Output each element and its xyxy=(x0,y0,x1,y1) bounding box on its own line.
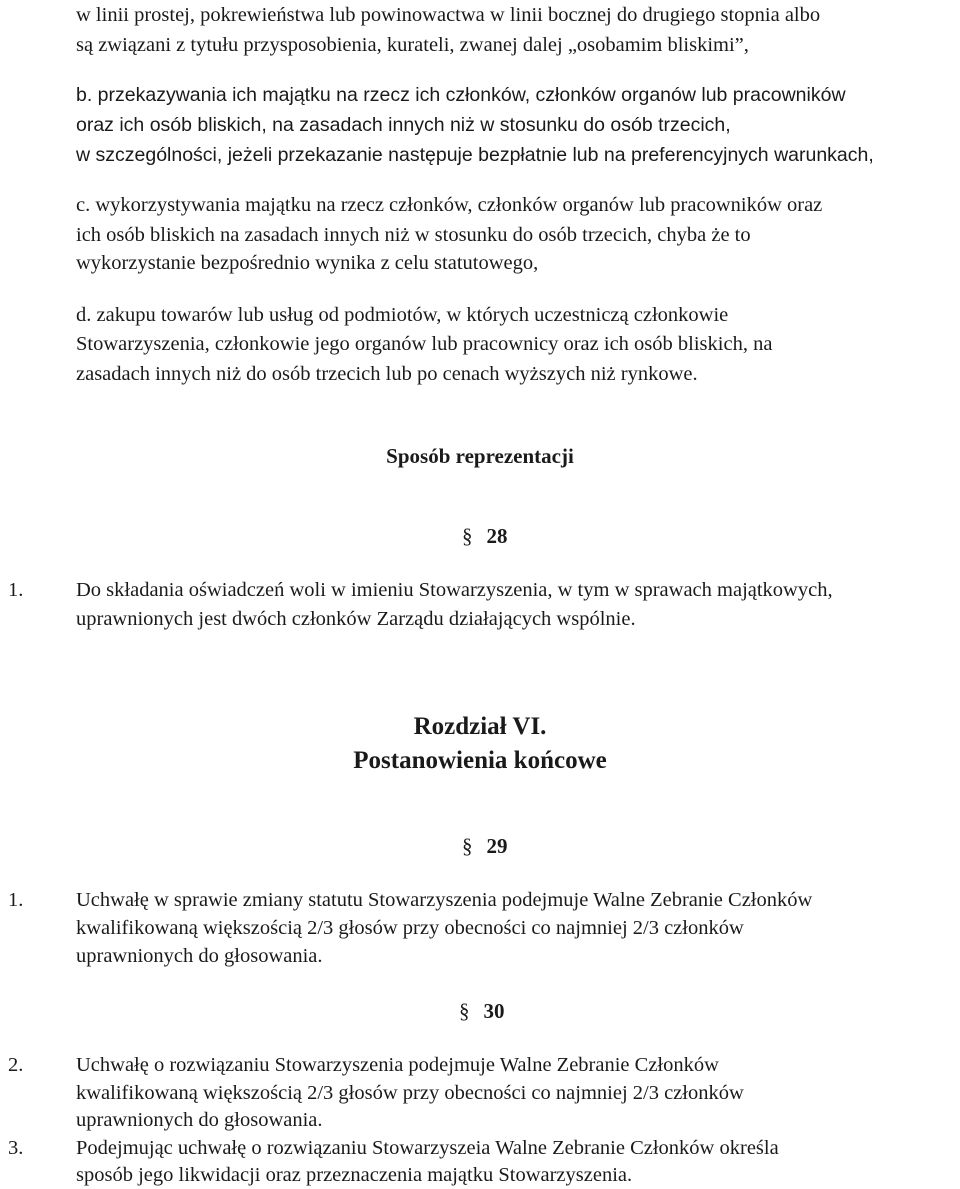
item-d-line-1: d. zakupu towarów lub usług od podmiotów, w których uczestniczą członkowie xyxy=(76,304,729,326)
item-number: 3. xyxy=(8,1137,24,1159)
item-c-line-1: c. wykorzystywania majątku na rzecz członków, członków organów lub pracowników oraz xyxy=(76,194,823,216)
chapter-title: Rozdział VI. xyxy=(413,713,547,740)
par29-item1-line-1: Uchwałę w sprawie zmiany statutu Stowarzyszenia podejmuje Walne Zebranie Członków xyxy=(76,889,813,911)
item-number: 2. xyxy=(8,1054,24,1076)
item-c-line-2: ich osób bliskich na zasadach innych niż w stosunku do osób trzecich, chyba że to xyxy=(76,224,751,246)
paragraph-number: 30 xyxy=(483,999,505,1023)
section-sign-icon: § xyxy=(459,999,470,1023)
paragraph-30-mark xyxy=(459,997,505,1025)
par30-item3-line-1: Podejmując uchwałę o rozwiązaniu Stowarzyszeia Walne Zebranie Członków określa xyxy=(76,1137,779,1159)
paragraph-29-mark xyxy=(462,832,508,860)
section-title-representation: Sposób reprezentacji xyxy=(386,444,574,468)
intro-line-1: w linii prostej, pokrewieństwa lub powinowactwa w linii bocznej do drugiego stopnia albo xyxy=(76,4,821,26)
par30-item2-line-3: uprawnionych do głosowania. xyxy=(76,1109,323,1131)
paragraph-28-mark xyxy=(462,522,508,550)
par30-item2-line-1: Uchwałę o rozwiązaniu Stowarzyszenia podejmuje Walne Zebranie Członków xyxy=(76,1054,719,1076)
section-sign-icon: § xyxy=(462,524,473,548)
item-d-line-3: zasadach innych niż do osób trzecich lub po cenach wyższych niż rynkowe. xyxy=(76,363,698,385)
par28-item1-line-1: Do składania oświadczeń woli w imieniu Stowarzyszenia, w tym w sprawach majątkowych, xyxy=(76,579,833,601)
section-sign-icon: § xyxy=(462,834,473,858)
par30-item2-line-2: kwalifikowaną większością 2/3 głosów przy obecności co najmniej 2/3 członków xyxy=(76,1082,744,1104)
par29-item1-line-3: uprawnionych do głosowania. xyxy=(76,945,323,967)
item-c-line-3: wykorzystanie bezpośrednio wynika z celu statutowego, xyxy=(76,252,539,274)
item-number: 1. xyxy=(8,579,24,601)
paragraph-number: 28 xyxy=(486,524,508,548)
par29-item1-line-2: kwalifikowaną większością 2/3 głosów przy obecności co najmniej 2/3 członków xyxy=(76,917,744,939)
par30-item3-line-2: sposób jego likwidacji oraz przeznaczenia majątku Stowarzyszenia. xyxy=(76,1164,633,1186)
item-d-line-2: Stowarzyszenia, członkowie jego organów lub pracownicy oraz ich osób bliskich, na xyxy=(76,333,773,355)
item-b-line-2: oraz ich osób bliskich, na zasadach innych niż w stosunku do osób trzecich, xyxy=(76,114,731,136)
item-b-line-1: b. przekazywania ich majątku na rzecz ich członków, członków organów lub pracowników xyxy=(76,84,846,106)
item-b-line-3: w szczególności, jeżeli przekazanie następuje bezpłatnie lub na preferencyjnych warunkach, xyxy=(76,144,874,166)
item-number: 1. xyxy=(8,889,24,911)
intro-line-2: są związani z tytułu przysposobienia, kurateli, zwanej dalej „osobamim bliskimi”, xyxy=(76,34,749,56)
chapter-subtitle: Postanowienia końcowe xyxy=(353,747,607,774)
par28-item1-line-2: uprawnionych jest dwóch członków Zarządu działających wspólnie. xyxy=(76,608,636,630)
paragraph-number: 29 xyxy=(486,834,508,858)
